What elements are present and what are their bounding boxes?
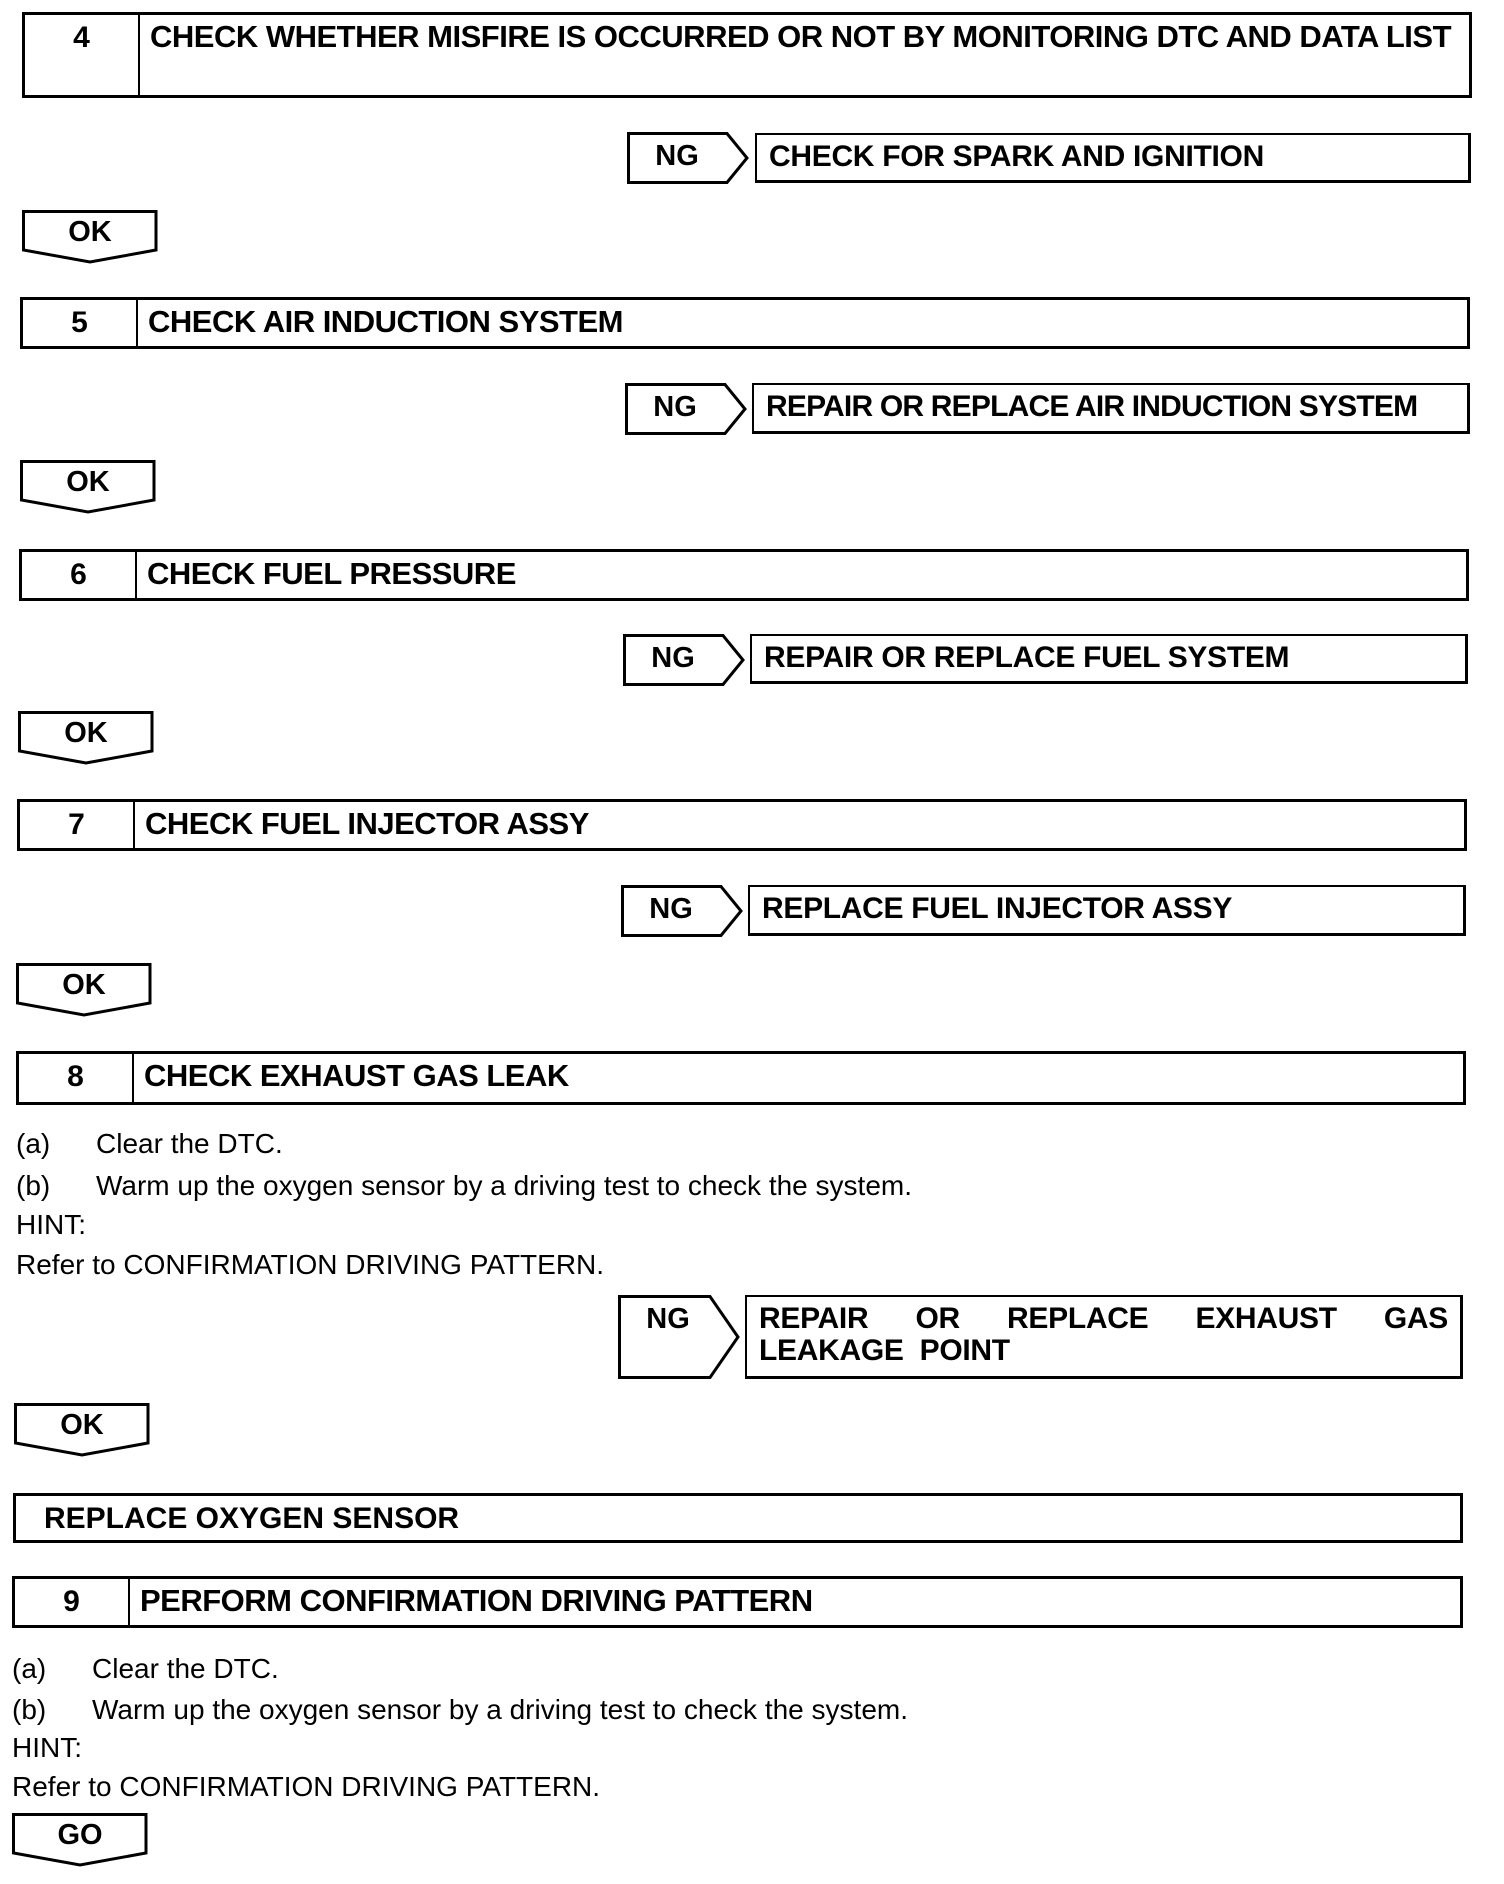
ng-result: REPAIR OR REPLACE AIR INDUCTION SYSTEM [752,383,1470,434]
ok-label: OK [62,969,106,1001]
ok-arrow [20,460,160,512]
ng-result: REPLACE FUEL INJECTOR ASSY [748,885,1466,936]
ok-label: OK [68,216,112,248]
ng-arrow [627,132,751,184]
step-number: 9 [15,1579,130,1625]
instruction-text: Clear the DTC. [96,1128,283,1159]
ok-label: OK [60,1409,104,1441]
ng-label: NG [655,140,699,172]
step-number: 4 [25,15,140,95]
ok-arrow [22,210,162,262]
ng-arrow [618,1295,742,1379]
step-title: PERFORM CONFIRMATION DRIVING PATTERN [140,1583,813,1618]
step-number: 8 [19,1054,134,1102]
step-number: 6 [22,552,137,598]
ng-arrow [623,634,747,686]
hint-text: Refer to CONFIRMATION DRIVING PATTERN. [12,1771,601,1802]
hint-label: HINT: [16,1209,86,1240]
instruction-text: Warm up the oxygen sensor by a driving test to check the system. [92,1694,908,1725]
instruction-b [16,1170,912,1202]
instruction-text: Warm up the oxygen sensor by a driving test to check the system. [96,1170,912,1201]
instruction-label: (a) [16,1128,51,1159]
ok-arrow [14,1403,154,1455]
step-6-box [19,549,1469,601]
step-number: 5 [23,300,138,346]
ng-label: NG [649,893,693,925]
go-arrow [12,1813,152,1865]
instruction-a [12,1653,279,1685]
instruction-label: (b) [12,1694,47,1725]
ng-result: REPAIR OR REPLACE FUEL SYSTEM [750,634,1468,684]
instruction-a [16,1128,283,1160]
step-title: CHECK WHETHER MISFIRE IS OCCURRED OR NOT BY MONITORING DTC AND DATA LIST [150,19,1452,54]
instruction-b [12,1694,908,1726]
step-7-box [17,799,1467,851]
ng-label: NG [646,1303,690,1335]
ok-arrow [18,711,158,763]
hint-text: Refer to CONFIRMATION DRIVING PATTERN. [16,1249,605,1280]
step-5-box [20,297,1470,349]
ng-result: REPAIR OR REPLACE EXHAUST GAS LEAKAGE POINT [745,1295,1463,1379]
step-title: CHECK FUEL PRESSURE [147,556,516,591]
ng-label: NG [653,391,697,423]
replace-oxygen-sensor-box: REPLACE OXYGEN SENSOR [13,1493,1463,1543]
ng-arrow [621,885,745,937]
step-title: CHECK AIR INDUCTION SYSTEM [148,304,623,339]
ok-arrow [16,963,156,1015]
step-8-box [16,1051,1466,1105]
ng-label: NG [651,642,695,674]
step-4-box [22,12,1472,98]
step-number: 7 [20,802,135,848]
ok-label: OK [66,466,110,498]
go-label: GO [57,1819,103,1851]
instruction-label: (a) [12,1653,47,1684]
ng-result: CHECK FOR SPARK AND IGNITION [755,133,1471,183]
instruction-text: Clear the DTC. [92,1653,279,1684]
step-title: CHECK FUEL INJECTOR ASSY [145,806,589,841]
instruction-label: (b) [16,1170,51,1201]
ok-label: OK [64,717,108,749]
step-9-box [12,1576,1463,1628]
ng-arrow [625,383,749,435]
hint-label: HINT: [12,1732,82,1763]
step-title: CHECK EXHAUST GAS LEAK [144,1058,569,1093]
